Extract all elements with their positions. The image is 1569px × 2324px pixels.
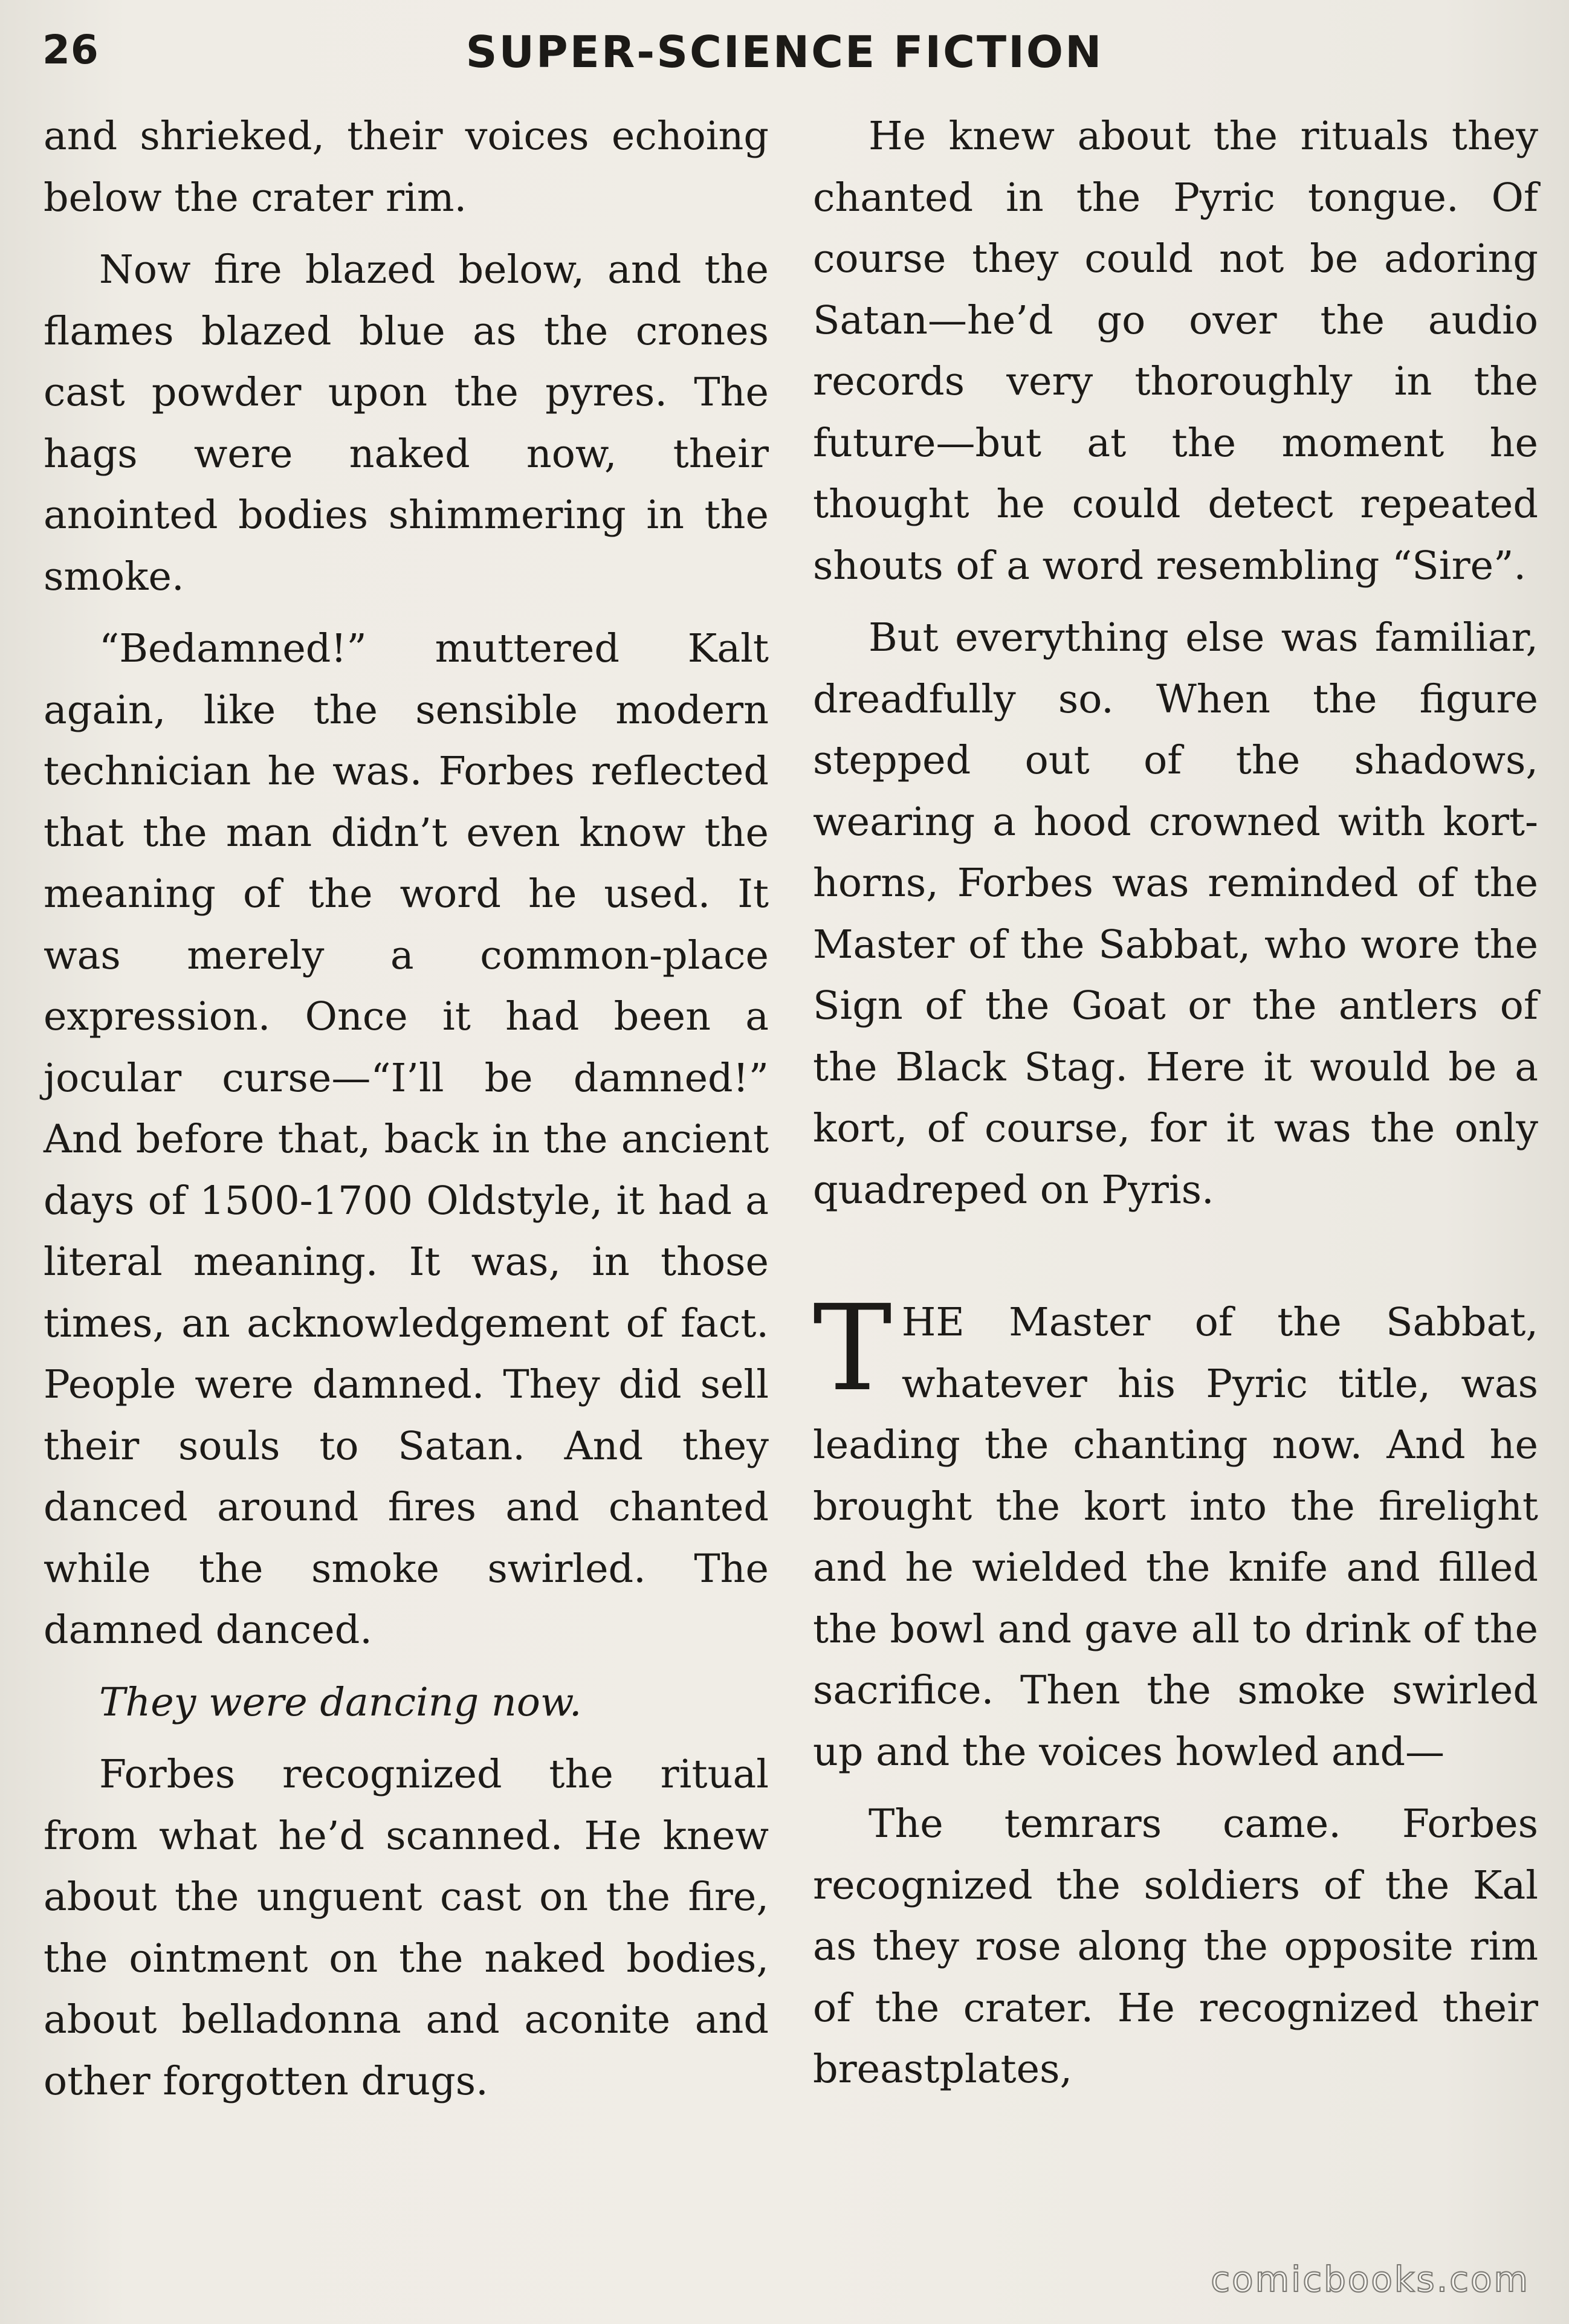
page-header	[42, 18, 1527, 85]
left-column	[44, 106, 769, 2123]
paragraph: But everything else was familiar, dreadfully so. When the figure stepped out of the shadows, wearing a hood crowned with kort-horns, Forbes was reminded of the Master of the Sabbat, who wore the Sign of the Goat or the antlers of the Black Stag. Here it would be a kort, of course, for it was the only quadreped on Pyris.	[813, 615, 1538, 1213]
drop-cap: T	[813, 1280, 892, 1418]
paragraph: “Bedamned!” muttered Kalt again, like the sensible modern technician he was. Forbes reflected that the man didn’t even know the meaning of the word he used. It was merely a common-place expression. Once it had been a jocular curse—“I’ll be damned!” And before that, back in the ancient days of 1500-1700 Oldstyle, it had a literal meaning. It was, in those times, an acknowledgement of fact. People were damned. They did sell their souls to Satan. And they danced around fires and chanted while the smoke swirled. The damned danced.	[44, 626, 769, 1653]
paragraph: They were dancing now.	[99, 1679, 582, 1725]
paragraph: Forbes recognized the ritual from what he’d scanned. He knew about the unguent cast on the fire, the ointment on the naked bodies, about belladonna and aconite and other forgotten drugs.	[44, 1752, 769, 2104]
paragraph: The temrars came. Forbes recognized the soldiers of the Kal as they rose along the opposite rim of the crater. He recognized their breastplates,	[813, 1801, 1538, 2092]
watermark-logo: comicbooks.com	[1211, 2259, 1530, 2300]
section-opening-paragraph	[813, 1280, 1538, 1783]
running-head: SUPER-SCIENCE FICTION	[465, 27, 1104, 77]
section-lead-in: HE Master of the Sabbat,	[901, 1300, 1538, 1345]
page-number: 26	[42, 27, 99, 73]
right-column	[813, 106, 1538, 2111]
section-opening-text: whatever his Pyric title, was leading the chanting now. And he brought the kort into the firelight and he wielded the knife and filled the bowl and gave all to drink of the sacrifice. Then the smoke swirled up and the voices howled and—	[813, 1361, 1538, 1775]
paragraph: He knew about the rituals they chanted in the Pyric tongue. Of course they could not be adoring Satan—he’d go over the audio records very thoroughly in the future—but at the moment he thought he could detect repeated shouts of a word resembling “Sire”.	[813, 114, 1538, 589]
paragraph: Now fire blazed below, and the flames blazed blue as the crones cast powder upon the pyres. The hags were naked now, their anointed bodies shimmering in the smoke.	[44, 247, 769, 599]
paragraph: and shrieked, their voices echoing below the crater rim.	[44, 114, 769, 221]
